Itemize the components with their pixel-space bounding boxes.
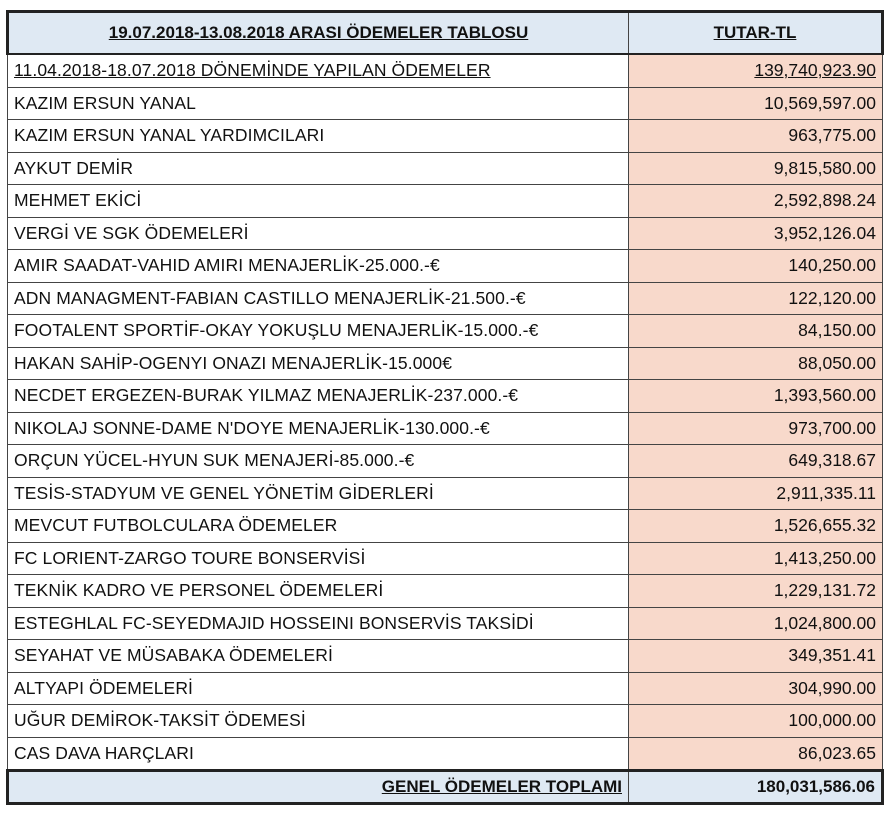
total-label: GENEL ÖDEMELER TOPLAMI [8, 771, 629, 804]
payment-amount: 84,150.00 [629, 315, 883, 348]
payment-amount: 1,393,560.00 [629, 380, 883, 413]
table-row [8, 87, 883, 120]
payment-label: AYKUT DEMİR [8, 152, 629, 185]
payment-amount: 973,700.00 [629, 412, 883, 445]
table-row [8, 445, 883, 478]
previous-period-row [8, 54, 883, 87]
payment-label: NIKOLAJ SONNE-DAME N'DOYE MENAJERLİK-130.000.-€ [8, 412, 629, 445]
amount-column-header: TUTAR-TL [629, 12, 883, 55]
previous-period-label: 11.04.2018-18.07.2018 DÖNEMİNDE YAPILAN ÖDEMELER [8, 54, 629, 87]
table-row [8, 672, 883, 705]
payment-label: ALTYAPI ÖDEMELERİ [8, 672, 629, 705]
payment-label: TESİS-STADYUM VE GENEL YÖNETİM GİDERLERİ [8, 477, 629, 510]
table-title: 19.07.2018-13.08.2018 ARASI ÖDEMELER TABLOSU [8, 12, 629, 55]
table-row [8, 542, 883, 575]
payment-amount: 1,413,250.00 [629, 542, 883, 575]
payment-amount: 2,592,898.24 [629, 185, 883, 218]
table-row [8, 737, 883, 771]
table-row [8, 380, 883, 413]
payment-amount: 1,024,800.00 [629, 607, 883, 640]
payment-label: SEYAHAT VE MÜSABAKA ÖDEMELERİ [8, 640, 629, 673]
payment-label: ORÇUN YÜCEL-HYUN SUK MENAJERİ-85.000.-€ [8, 445, 629, 478]
payment-label: KAZIM ERSUN YANAL YARDIMCILARI [8, 120, 629, 153]
payment-amount: 122,120.00 [629, 282, 883, 315]
payment-amount: 86,023.65 [629, 737, 883, 771]
payment-label: HAKAN SAHİP-OGENYI ONAZI MENAJERLİK-15.000€ [8, 347, 629, 380]
header-row [8, 12, 883, 55]
payment-label: MEHMET EKİCİ [8, 185, 629, 218]
payment-label: ADN MANAGMENT-FABIAN CASTILLO MENAJERLİK-21.500.-€ [8, 282, 629, 315]
table-row [8, 282, 883, 315]
table-row [8, 250, 883, 283]
table-row [8, 640, 883, 673]
table-row [8, 607, 883, 640]
table-row [8, 477, 883, 510]
table-row [8, 575, 883, 608]
table-row [8, 120, 883, 153]
table-row [8, 347, 883, 380]
payment-amount: 9,815,580.00 [629, 152, 883, 185]
payment-amount: 88,050.00 [629, 347, 883, 380]
table-row [8, 152, 883, 185]
payment-amount: 2,911,335.11 [629, 477, 883, 510]
payment-label: NECDET ERGEZEN-BURAK YILMAZ MENAJERLİK-237.000.-€ [8, 380, 629, 413]
payment-label: UĞUR DEMİROK-TAKSİT ÖDEMESİ [8, 705, 629, 738]
payment-label: FC LORIENT-ZARGO TOURE BONSERVİSİ [8, 542, 629, 575]
payment-label: FOOTALENT SPORTİF-OKAY YOKUŞLU MENAJERLİK-15.000.-€ [8, 315, 629, 348]
table-row [8, 315, 883, 348]
table-row [8, 412, 883, 445]
payment-label: ESTEGHLAL FC-SEYEDMAJID HOSSEINI BONSERVİS TAKSİDİ [8, 607, 629, 640]
table-row [8, 510, 883, 543]
payment-amount: 349,351.41 [629, 640, 883, 673]
table-row [8, 705, 883, 738]
payment-amount: 3,952,126.04 [629, 217, 883, 250]
payment-label: AMIR SAADAT-VAHID AMIRI MENAJERLİK-25.000.-€ [8, 250, 629, 283]
total-amount: 180,031,586.06 [629, 771, 883, 804]
payment-amount: 140,250.00 [629, 250, 883, 283]
payment-amount: 1,526,655.32 [629, 510, 883, 543]
payment-label: TEKNİK KADRO VE PERSONEL ÖDEMELERİ [8, 575, 629, 608]
previous-period-amount: 139,740,923.90 [629, 54, 883, 87]
table-row [8, 217, 883, 250]
payment-label: VERGİ VE SGK ÖDEMELERİ [8, 217, 629, 250]
payment-label: KAZIM ERSUN YANAL [8, 87, 629, 120]
payment-amount: 963,775.00 [629, 120, 883, 153]
payment-amount: 304,990.00 [629, 672, 883, 705]
payment-amount: 649,318.67 [629, 445, 883, 478]
payment-amount: 10,569,597.00 [629, 87, 883, 120]
payment-label: CAS DAVA HARÇLARI [8, 737, 629, 771]
table-row [8, 185, 883, 218]
payment-amount: 1,229,131.72 [629, 575, 883, 608]
total-row [8, 771, 883, 804]
payment-label: MEVCUT FUTBOLCULARA ÖDEMELER [8, 510, 629, 543]
payments-table [6, 10, 884, 805]
payment-amount: 100,000.00 [629, 705, 883, 738]
